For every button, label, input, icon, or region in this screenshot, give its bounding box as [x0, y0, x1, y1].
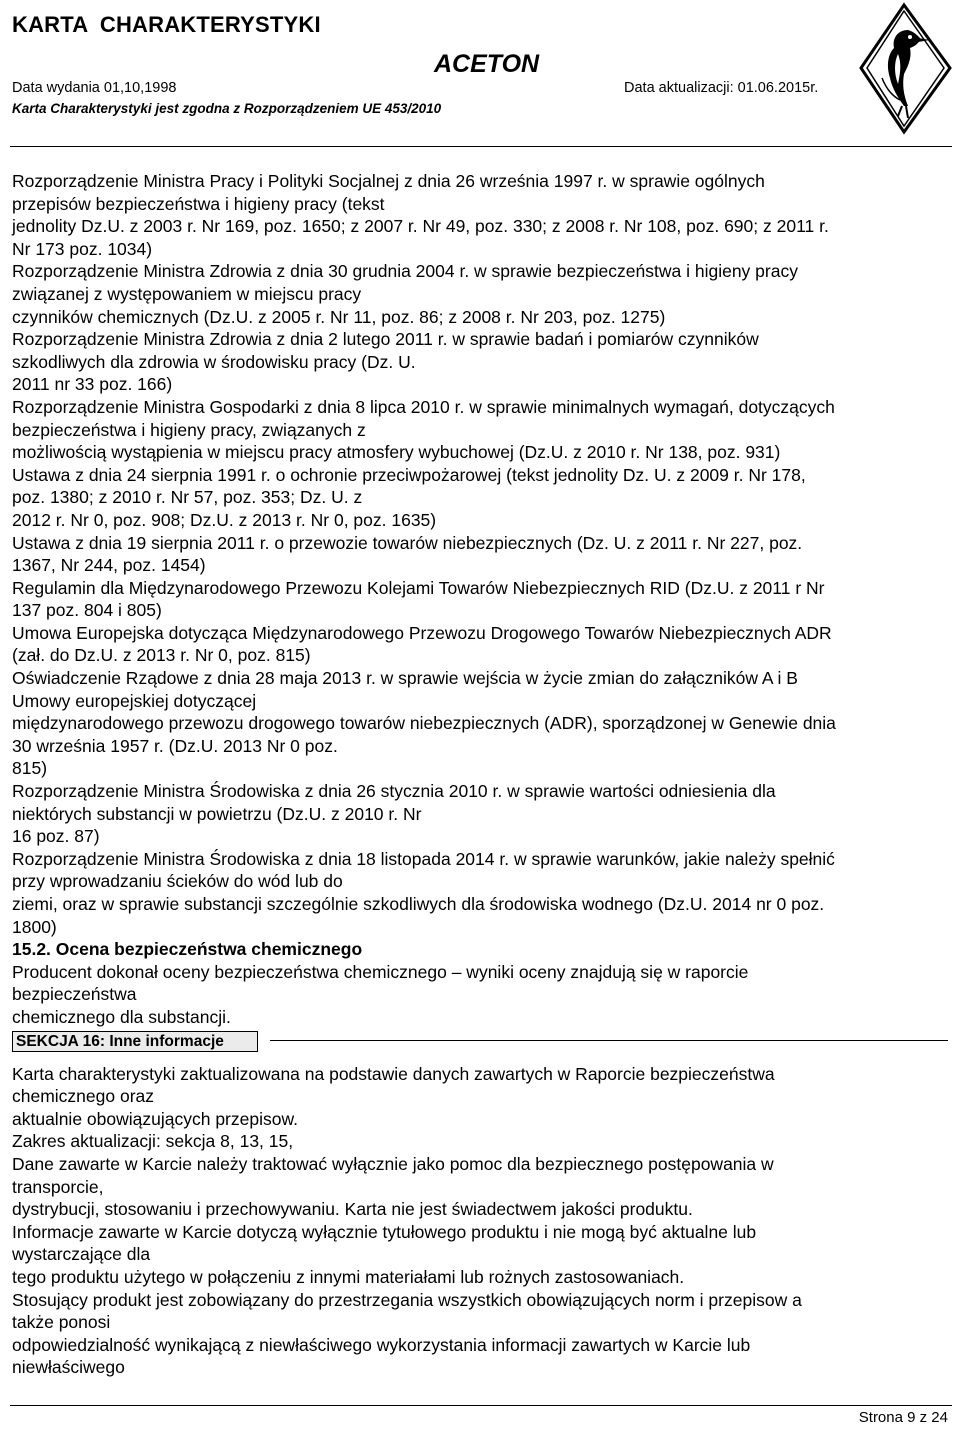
footer-divider: [10, 1405, 952, 1406]
text-line: Regulamin dla Międzynarodowego Przewozu Kolejami Towarów Niebezpiecznych RID (Dz.U. z 2011 r Nr: [12, 577, 825, 598]
document-body: [12, 170, 947, 1379]
text-line: Rozporządzenie Ministra Zdrowia z dnia 30 grudnia 2004 r. w sprawie bezpieczeństwa i higieny pracy: [12, 261, 798, 282]
text-line: możliwością wystąpienia w miejscu pracy atmosfery wybuchowej (Dz.U. z 2010 r. Nr 138, poz. 931): [12, 442, 781, 463]
text-line: (zał. do Dz.U. z 2013 r. Nr 0, poz. 815): [12, 645, 311, 666]
text-line: 30 września 1957 r. (Dz.U. 2013 Nr 0 poz.: [12, 735, 338, 756]
spacer: [12, 1051, 947, 1063]
text-line: Rozporządzenie Ministra Środowiska z dnia 26 stycznia 2010 r. w sprawie wartości odniesienia dla: [12, 781, 776, 802]
text-line: Rozporządzenie Ministra Pracy i Polityki Socjalnej z dnia 26 września 1997 r. w sprawie ogólnych: [12, 171, 765, 191]
header-divider: [10, 146, 952, 147]
text-line: szkodliwych dla zdrowia w środowisku pracy (Dz. U.: [12, 351, 416, 372]
compliance-note: Karta Charakterystyki jest zgodna z Rozporządzeniem UE 453/2010: [12, 101, 442, 116]
text-line: Ustawa z dnia 19 sierpnia 2011 r. o przewozie towarów niebezpiecznych (Dz. U. z 2011 r. Nr 227, poz.: [12, 532, 803, 553]
text-line: Stosujący produkt jest zobowiązany do przestrzegania wszystkich obowiązujących norm i przepisow a: [12, 1289, 802, 1310]
text-line: 2012 r. Nr 0, poz. 908; Dz.U. z 2013 r. Nr 0, poz. 1635): [12, 509, 437, 530]
text-line: 137 poz. 804 i 805): [12, 600, 162, 621]
text-line: Rozporządzenie Ministra Środowiska z dnia 18 listopada 2014 r. w sprawie warunków, jakie należy spełnić: [12, 848, 835, 869]
text-line: Ustawa z dnia 24 sierpnia 1991 r. o ochronie przeciwpożarowej (tekst jednolity Dz. U. z 2009 r. Nr 178,: [12, 464, 806, 485]
text-line: Dane zawarte w Karcie należy traktować wyłącznie jako pomoc dla bezpiecznego postępowania w: [12, 1153, 774, 1174]
text-line: przy wprowadzaniu ścieków do wód lub do: [12, 871, 343, 892]
text-line: niewłaściwego: [12, 1357, 125, 1378]
text-line: 1800): [12, 916, 57, 937]
text-line: transporcie,: [12, 1176, 104, 1197]
text-line: międzynarodowego przewozu drogowego towarów niebezpiecznych (ADR), sporządzonej w Genewie dnia: [12, 713, 836, 734]
text-line: ziemi, oraz w sprawie substancji szczególnie szkodliwych dla środowiska wodnego (Dz.U. 2014 nr 0 poz.: [12, 894, 825, 914]
text-line: 16 poz. 87): [12, 826, 100, 847]
text-line: czynników chemicznych (Dz.U. z 2005 r. Nr 11, poz. 86; z 2008 r. Nr 203, poz. 1275): [12, 306, 666, 327]
text-line: 1367, Nr 244, poz. 1454): [12, 555, 206, 576]
text-line: związanej z występowaniem w miejscu pracy: [12, 283, 362, 304]
text-line: także ponosi: [12, 1312, 111, 1333]
text-line: Zakres aktualizacji: sekcja 8, 13, 15,: [12, 1131, 294, 1152]
text-line: Producent dokonał oceny bezpieczeństwa chemicznego – wyniki oceny znajdują się w raporcie: [12, 961, 749, 982]
text-line: bezpieczeństwa: [12, 984, 137, 1005]
section-divider: [270, 1040, 948, 1041]
text-line: chemicznego oraz: [12, 1086, 155, 1107]
text-line: aktualnie obowiązujących przepisow.: [12, 1108, 298, 1129]
text-line: tego produktu użytego w połączeniu z innymi materiałami lub rożnych zastosowaniach.: [12, 1266, 685, 1287]
text-line: dystrybucji, stosowaniu i przechowywaniu. Karta nie jest świadectwem jakości produktu.: [12, 1199, 693, 1220]
subsection-heading: 15.2. Ocena bezpieczeństwa chemicznego: [12, 939, 363, 960]
text-line: Oświadczenie Rządowe z dnia 28 maja 2013 r. w sprawie wejścia w życie zmian do załączników A i B: [12, 668, 798, 689]
text-line: Karta charakterystyki zaktualizowana na podstawie danych zawartych w Raporcie bezpieczeństwa: [12, 1063, 775, 1084]
product-name: ACETON: [434, 50, 540, 78]
text-line: 815): [12, 758, 48, 779]
document-title: KARTA CHARAKTERYSTYKI: [12, 12, 321, 37]
text-line: Rozporządzenie Ministra Gospodarki z dnia 8 lipca 2010 r. w sprawie minimalnych wymagań, dotyczących: [12, 396, 835, 417]
page-number: Strona 9 z 24: [858, 1409, 948, 1426]
text-line: wystarczające dla: [12, 1244, 151, 1265]
update-date: Data aktualizacji: 01.06.2015r.: [624, 80, 819, 96]
text-line: Rozporządzenie Ministra Zdrowia z dnia 2 lutego 2011 r. w sprawie badań i pomiarów czynników: [12, 329, 759, 350]
text-line: Umowy europejskiej dotyczącej: [12, 690, 257, 711]
section-16-header: [12, 1029, 947, 1051]
text-line: jednolity Dz.U. z 2003 r. Nr 169, poz. 1650; z 2007 r. Nr 49, poz. 330; z 2008 r. Nr 108, poz. 690; z 2011 r.: [12, 216, 829, 237]
text-line: poz. 1380; z 2010 r. Nr 57, poz. 353; Dz. U. z: [12, 487, 363, 508]
text-line: chemicznego dla substancji.: [12, 1006, 231, 1027]
text-line: Umowa Europejska dotycząca Międzynarodowego Przewozu Drogowego Towarów Niebezpiecznych ADR: [12, 622, 832, 643]
text-line: przepisów bezpieczeństwa i higieny pracy (tekst: [12, 193, 385, 214]
issue-date: Data wydania 01,10,1998: [12, 80, 177, 96]
text-line: odpowiedzialność wynikającą z niewłaściwego wykorzystania informacji zawartych w Karcie lub: [12, 1334, 751, 1355]
text-line: bezpieczeństwa i higieny pracy, związanych z: [12, 419, 366, 440]
text-line: Informacje zawarte w Karcie dotyczą wyłącznie tytułowego produktu i nie mogą być aktualne lub: [12, 1221, 757, 1242]
text-line: Nr 173 poz. 1034): [12, 238, 153, 259]
section-16-heading: SEKCJA 16: Inne informacje: [12, 1031, 258, 1052]
bird-logo-icon: [858, 2, 954, 136]
text-line: niektórych substancji w powietrzu (Dz.U. z 2010 r. Nr: [12, 803, 422, 824]
text-line: 2011 nr 33 poz. 166): [12, 374, 173, 395]
